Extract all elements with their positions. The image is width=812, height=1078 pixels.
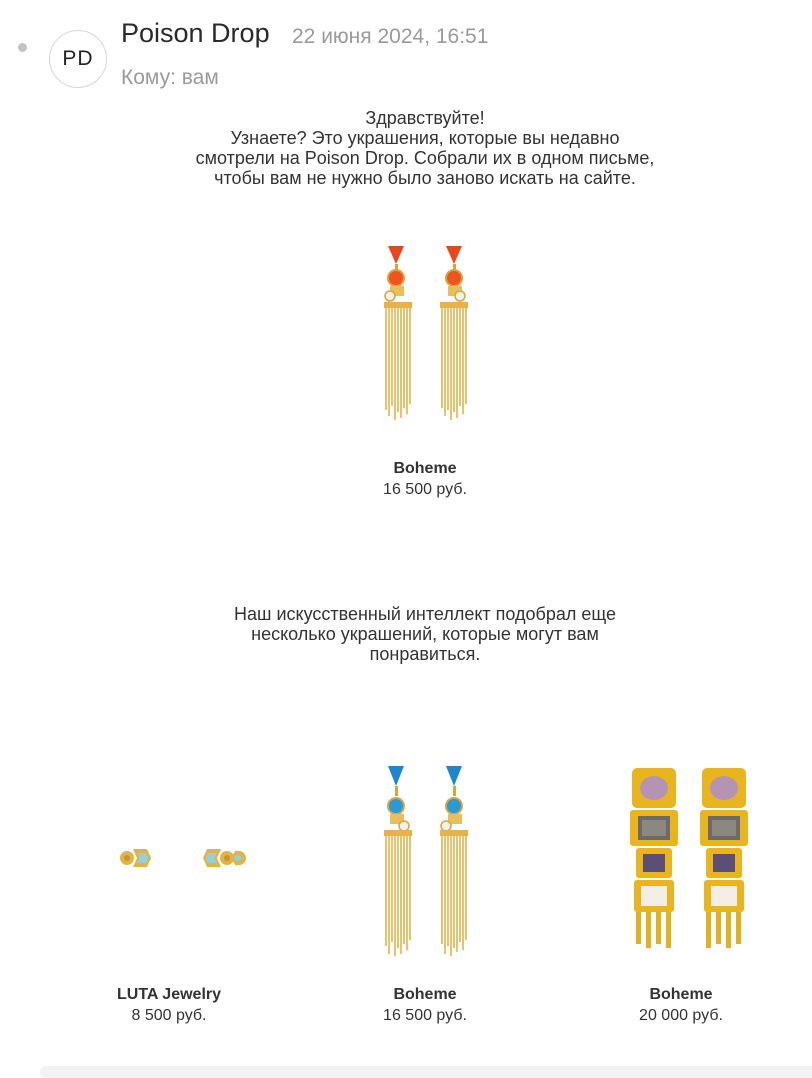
product-name[interactable]: Boheme: [649, 986, 713, 1003]
email-date: 22 июня 2024, 16:51: [292, 25, 489, 48]
tassel-earrings-blue-icon[interactable]: [360, 760, 490, 960]
stone-drop-earrings-icon[interactable]: [606, 760, 756, 960]
stud-earrings-icon[interactable]: [69, 760, 269, 960]
product-price: 16 500 руб.: [383, 1007, 467, 1024]
ai-recommendation-text: [0, 604, 812, 664]
product-price: 8 500 руб.: [131, 1007, 207, 1024]
ai-text-line: Наш искусственный интеллект подобрал еще: [234, 604, 616, 624]
product-name[interactable]: Boheme: [393, 460, 457, 477]
intro-line: смотрели на Poison Drop. Собрали их в одном письме,: [195, 148, 655, 168]
ai-text-line: понравиться.: [369, 644, 481, 664]
product-price: 16 500 руб.: [383, 481, 467, 498]
sender-name[interactable]: Poison Drop: [121, 18, 270, 48]
avatar-initials: PD: [62, 47, 94, 70]
sender-avatar: [49, 30, 107, 88]
unread-indicator: [18, 43, 27, 52]
intro-line: Узнаете? Это украшения, которые вы недавно: [230, 128, 620, 148]
recipient-line[interactable]: Кому: вам: [121, 66, 219, 89]
product-price: 20 000 руб.: [639, 1007, 723, 1024]
product-name[interactable]: Boheme: [393, 986, 457, 1003]
intro-greeting: Здравствуйте!: [365, 108, 485, 128]
tassel-earrings-orange-icon[interactable]: [360, 240, 490, 425]
ai-text-line: несколько украшений, которые могут вам: [251, 624, 599, 644]
intro-text: [0, 108, 812, 188]
intro-line: чтобы вам не нужно было заново искать на сайте.: [214, 168, 636, 188]
bottom-reply-bar[interactable]: [40, 1066, 812, 1078]
product-name[interactable]: LUTA Jewelry: [116, 986, 222, 1003]
featured-product-card[interactable]: [325, 240, 525, 498]
